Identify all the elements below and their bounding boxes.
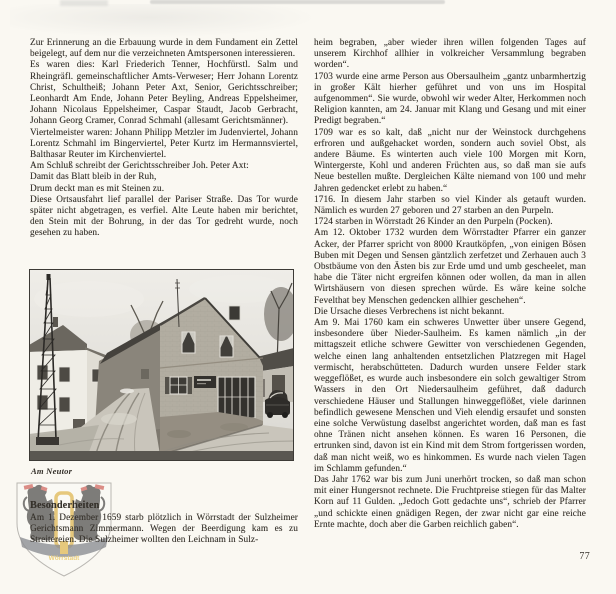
paragraph: Das Jahr 1762 war bis zum Juni unerhört trocken, so daß man schon mit einer Hungersnot rechnete. Die Fruchtpreise stiegen für das Malter Korn auf 11 Gulden. „Jedoch Gott gedachte uns“, schrieb der Pfarrer „und schickte einen gnädigen Regen, der zwar nicht gar eine reiche Ernte machte, doch aber die Garben reichlich gaben“.: [314, 474, 586, 530]
besonderheiten-section: [30, 500, 298, 547]
scan-artifact: [10, 4, 320, 38]
paragraph: Am 1. Dezember 1659 starb plötzlich in Wörrstadt der Sulzheimer Gerichtsmann Zimmermann. Wegen der Beerdigung kam es zu Streitereien. Die Sulzheimer wollten den Leichnam in Sulz-: [30, 513, 298, 546]
scan-artifact: [150, 0, 445, 4]
verse-line: Drum deckt man es mit Steinen zu.: [30, 183, 165, 194]
verse-line: Damit das Blatt bleib in der Ruh,: [30, 172, 157, 183]
paragraph: 1716. In diesem Jahr starben so viel Kinder als getauft wurden. Nämlich es wurden 27 geboren und 27 starben an den Purpeln.: [314, 194, 586, 217]
paragraph: Diese Ortsausfahrt lief parallel der Pariser Straße. Das Tor wurde später nicht abgetragen, es verfiel. Alte Leute haben mir berichtet, den Stein mit der Bohrung, in der das Tor gedreht wurde, noch gesehen zu haben.: [30, 194, 298, 239]
photo-am-neutor: [29, 269, 294, 461]
paragraph: Viertelmeister waren: Johann Philipp Metzler im Judenviertel, Johann Lorentz Schmahl im Bingerviertel, Peter Kurtz im Hermannsviertel, Balthasar Reuter im Kirchenviertel.: [30, 127, 298, 161]
paragraph: Am Schluß schreibt der Gerichtsschreiber Joh. Peter Axt:: [30, 161, 249, 172]
paragraph: Es waren dies: Karl Friederich Tenner, Hochfürstl. Salm und Rheingräfl. gemeinschaftlicher Amts-Verweser; Herr Johann Lorentz Christ, Schultheiß; Johann Peter Axt, Senior, Gerichtsschreiber; Leonhardt Am Ende, Johann Peter Beyling, Andreas Eppelsheimer, Johann Nicolaus Eppelsheimer, Caspar Staudt, Jacob Gerbracht, Johann Georg Cramer, Conrad Schmahl (allesamt Gerichtsmänner).: [30, 60, 298, 127]
paragraph: Zur Erinnerung an die Erbauung wurde in dem Fundament ein Zettel beigelegt, auf dem nur die verzeichneten Amtspersonen interessieren.: [30, 38, 298, 60]
left-column: [30, 38, 298, 240]
paragraph: 1703 wurde eine arme Person aus Obersaulheim „gantz unbarmhertzig in großer Kält hierher geführet und von uns im Hospital aufgenommen“. Sie wurde, obwohl wir weder Alter, Herkommen noch Religion kannten, am 24. Januar mit Klang und Gesang und mit einer Predigt begraben.“: [314, 71, 586, 127]
section-heading: Besonderheiten: [30, 500, 100, 511]
paragraph: heim begraben, „aber wieder ihren willen folgenden Tages auf unserem Kirchhof allhier in volkreicher Versammlung begraben worden“.: [314, 38, 586, 71]
shop-sign: [194, 376, 216, 388]
shopfront: [218, 377, 255, 418]
paragraph: 1724 starben in Wörrstadt 26 Kinder an den Purpeln (Pocken).: [314, 217, 553, 228]
verse: [30, 172, 298, 194]
scan-artifact: [60, 0, 108, 6]
town-name: Wörrstadt: [48, 555, 80, 562]
paragraph: Am 9. Mai 1760 kam ein schweres Unwetter über unsere Gegend, insbesondere über Nieder-Saulheim. Es kamen nämlich „in der mittagszeit etliche schwere Gewitter von verschiedenen Gegenden, welche einen lang anhaltenden entsetzlichen Platzregen mit Hagel vermischt, herabschütteten. Dadurch wurden unsere Felder stark weggeflößet, es wurde auch insbesondere ein solch gewaltiger Strom Wassers in den Ort Niedersaulheim geführet, daß dadurch verschiedene Häuser und Stallungen hinweggeflößet, viele darinnen befindlich gewesene Menschen und Vieh elendig ersaufet und sonsten eine solche Verwüstung daselbst angerichtet worden, daß man es fast ohne Tränen nicht ansehen können. Es waren 16 Personen, die ertrunken sind, davon ist ein Kind mit dem Strom fortgerissen worden, daß man nicht weiß, wo es hinkommen. Es wurde nach vielen Tagen im Schlamm gefunden.“: [314, 318, 586, 474]
page-number: 77: [579, 551, 590, 562]
paragraph: Die Ursache dieses Verbrechens ist nicht bekannt.: [314, 306, 505, 317]
paragraph: 1709 war es so kalt, daß „nicht nur der Weinstock durchgehens erfroren und außgehacket worden, sondern auch soviel Obst, als andere Bäume. Es winterten auch viele 100 Morgen mit Korn, Wintergerste, Kohl und anderen Früchten aus, so daß man sie aufs Neue bestellen mußte. Dergleichen Kälte niemand von 100 und mehr Jahren gedencket erlebt zu haben.“: [314, 127, 586, 194]
right-column: [314, 38, 586, 531]
paragraph: Am 12. Oktober 1732 wurden dem Wörrstadter Pfarrer ein ganzer Acker, der Pfarrer spricht von 8000 Krautköpfen, „von einigen Bösen Buben mit Degen und Sensen gäntzlich zerfetzet und Zerhauen auch 3 Obstbäume von den Ästen bis zur Erde umd und umb gescheelet, man habe die Täter nicht ergreifen können oder wollen, da man in allen Wirtshäusern von diesen sprechen würde. Es wäre keine solche Fevelthat bey Menschen gedencken allhier geschehen“.: [314, 228, 586, 306]
photo-caption: Am Neutor: [31, 466, 73, 476]
shuttered-window: [165, 377, 192, 394]
